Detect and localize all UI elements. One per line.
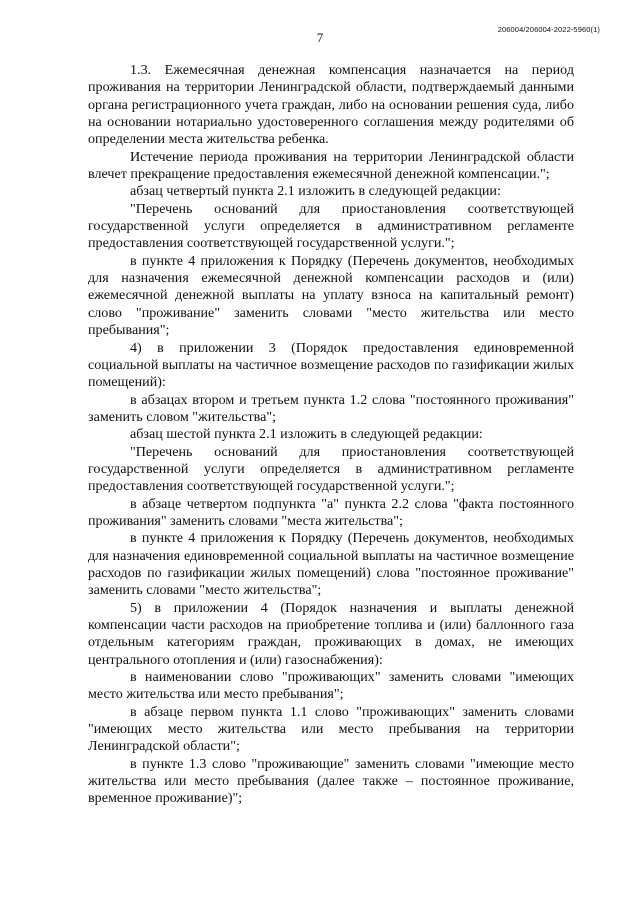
paragraph: в пункте 4 приложения к Порядку (Перечень документов, необходимых для назначения ежемесячной денежной компенсации расходов и (или) ежемесячной денежной выплаты на уплату взноса на капитальный ремонт) слово "проживание" заменить словами "место жительства или место пребывания"; <box>88 252 574 339</box>
document-code: 206004/206004-2022-5960(1) <box>497 25 600 34</box>
paragraph: абзац четвертый пункта 2.1 изложить в следующей редакции: <box>130 183 501 200</box>
paragraph: Истечение периода проживания на территории Ленинградской области влечет прекращение предоставления ежемесячной денежной компенсации."; <box>88 148 574 183</box>
paragraph: в абзаце первом пункта 1.1 слово "проживающих" заменить словами "имеющих место жительства или место пребывания на территории Ленинградской области"; <box>88 703 574 755</box>
paragraph: в абзаце четвертом подпункта "а" пункта 2.2 слова "факта постоянного проживания" заменить словами "места жительства"; <box>88 495 574 529</box>
paragraph: 1.3. Ежемесячная денежная компенсация назначается на период проживания на территории Ленинградской области, подтверждаемый данными органа регистрационного учета граждан, либо на основании решения суда, либо на основании нотариально удостоверенного соглашения между родителями об определении места жительства ребенка. <box>88 62 574 148</box>
document-body <box>88 62 574 808</box>
paragraph: "Перечень оснований для приостановления соответствующей государственной услуги определяется в административном регламенте предоставления соответствующей государственной услуги."; <box>88 200 574 252</box>
paragraph: в абзацах втором и третьем пункта 1.2 слова "постоянного проживания" заменить словом "жительства"; <box>88 391 574 425</box>
paragraph: в наименовании слово "проживающих" заменить словами "имеющих место жительства или место пребывания"; <box>88 669 574 703</box>
page-number: 7 <box>316 30 324 45</box>
paragraph: в пункте 1.3 слово "проживающие" заменить словами "имеющие место жительства или место пребывания (далее также – постоянное проживание, временное проживание)"; <box>88 755 574 807</box>
paragraph: "Перечень оснований для приостановления соответствующей государственной услуги определяется в административном регламенте предоставления соответствующей государственной услуги."; <box>88 443 574 495</box>
paragraph: 4) в приложении 3 (Порядок предоставления единовременной социальной выплаты на частичное возмещение расходов по газификации жилых помещений): <box>88 339 574 391</box>
paragraph: абзац шестой пункта 2.1 изложить в следующей редакции: <box>130 426 483 443</box>
paragraph: в пункте 4 приложения к Порядку (Перечень документов, необходимых для назначения единовременной социальной выплаты на частичное возмещение расходов по газификации жилых помещений) слова "постоянное проживание" заменить словами "место жительства"; <box>88 530 574 599</box>
paragraph: 5) в приложении 4 (Порядок назначения и выплаты денежной компенсации части расходов на приобретение топлива и (или) баллонного газа отдельным категориям граждан, проживающих в домах, не имеющих центрального отопления и (или) газоснабжения): <box>88 599 574 668</box>
